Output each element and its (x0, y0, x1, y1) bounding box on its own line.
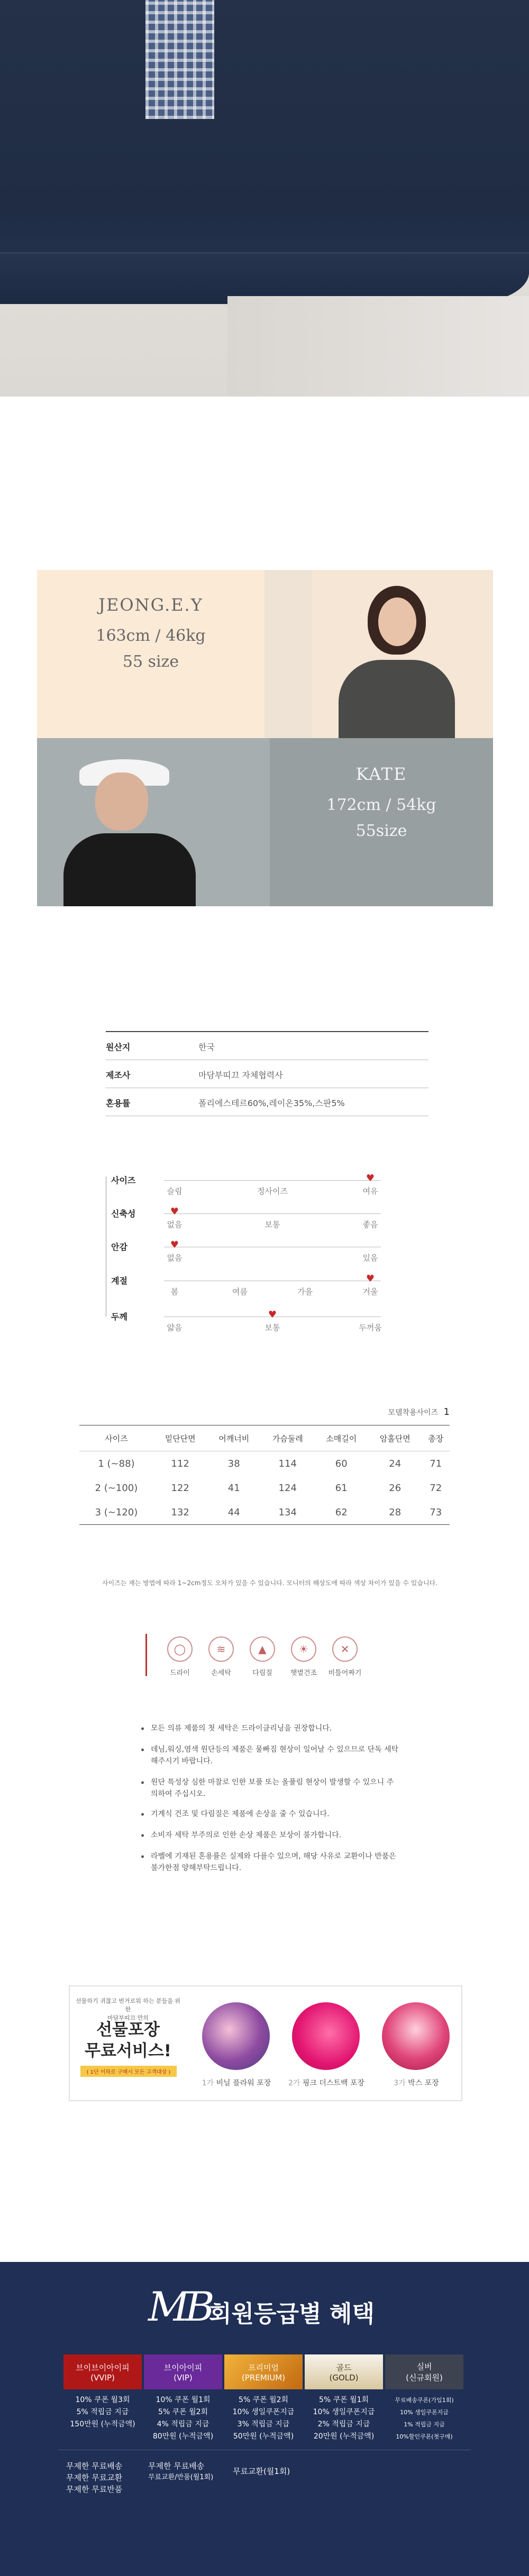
care-label: 햇볕건조 (290, 1669, 317, 1677)
gift-intro (75, 1997, 181, 2022)
gift-wrap-banner (69, 1985, 462, 2101)
tier-silver-benefits (385, 2394, 463, 2443)
col-header: 사이즈 (79, 1425, 153, 1451)
value-cell: 62 (335, 1506, 348, 1518)
gift-badge: ( 1단 이하로 구매시 모든 고객대상 ) (80, 2066, 177, 2077)
gift-option-2 (281, 2077, 371, 2088)
benefit: 50만원 (누적금액) (233, 2432, 294, 2441)
benefit: 무료배송쿠폰(가입1회) (395, 2397, 454, 2404)
value-cell: 134 (278, 1506, 297, 1518)
spec-row-origin (106, 1032, 428, 1060)
care-note: 데님,워싱,염색 원단등의 제품은 물빠짐 현상이 일어날 수 있으므로 단독 세탁 해주시기 바랍니다. (151, 1744, 399, 1767)
feel-option: 정사이즈 (257, 1186, 288, 1196)
care-note: 라벨에 기재된 혼용률은 실제와 다를수 있으며, 해당 사유로 교환이나 반품은 불가한점 양해부탁드립니다. (151, 1851, 399, 1874)
spec-label: 원산지 (106, 1042, 131, 1052)
value-cell: 112 (171, 1458, 189, 1469)
tier-vvip (63, 2354, 142, 2389)
feel-category: 두께 (111, 1312, 127, 1322)
benefit: 1% 적립금 지급 (404, 2421, 445, 2428)
measure-caption (370, 1406, 450, 1418)
care-nowring (324, 1636, 366, 1677)
care-handwash (200, 1636, 242, 1677)
benefit: 2% 적립금 지급 (317, 2420, 370, 2428)
col-header: 어깨너비 (207, 1425, 261, 1451)
tier-silver (385, 2354, 463, 2389)
feel-scale-line (164, 1180, 381, 1181)
feel-scale-line (164, 1213, 381, 1214)
benefit: 20만원 (누적금액) (313, 2432, 375, 2441)
spec-value: 폴리에스테르60%,레이온35%,스판5% (198, 1098, 345, 1108)
benefit: 무료교환/반품(월1회) (148, 2473, 214, 2481)
value-cell: 124 (278, 1482, 297, 1494)
heart-icon: ♥ (170, 1239, 179, 1250)
benefit: 무제한 무료반품 (66, 2485, 123, 2494)
care-note: 소비자 세탁 부주의로 인한 손상 제품은 보상이 불가합니다. (151, 1829, 399, 1841)
gift-vinyl-image (202, 2002, 270, 2070)
benefit: 무료교환(월1회) (233, 2467, 290, 2476)
mb-logo: MB (148, 2283, 211, 2330)
size-table (79, 1425, 450, 1525)
care-note: 원단 특성상 심한 마찰로 인한 보풀 또는 올풀림 현상이 발생할 수 있으니 주의하여 주십시오. (151, 1777, 399, 1800)
feel-option: 봄 (170, 1287, 179, 1296)
benefit: 5% 쿠폰 월2회 (238, 2396, 289, 2404)
benefit: 5% 쿠폰 월1회 (318, 2396, 369, 2404)
no-bleach-icon: ✕ (332, 1636, 358, 1662)
caption-label: 모델착용사이즈 (388, 1409, 439, 1417)
gift-box-image (382, 2002, 450, 2070)
product-photo (0, 0, 529, 397)
value-cell: 24 (389, 1458, 402, 1469)
extra-benefits-vvip (66, 2460, 122, 2495)
spec-row-material (106, 1088, 428, 1116)
size-cell: 3 (~120) (95, 1506, 138, 1518)
tier-name: 실버 (416, 2362, 432, 2371)
benefit: 무제한 무료배송 (66, 2461, 123, 2471)
care-sundry (282, 1636, 325, 1677)
tier-name: 브이브이아이피 (76, 2362, 130, 2372)
gift-pink-bag-image (292, 2002, 360, 2070)
benefit: 80만원 (누적금액) (152, 2432, 214, 2441)
model-name: KATE (355, 764, 407, 784)
care-label: 비틀어짜기 (328, 1669, 362, 1677)
value-cell: 41 (227, 1482, 240, 1494)
care-dryclean (159, 1636, 201, 1677)
value-cell: 71 (430, 1458, 442, 1469)
spec-label: 혼용률 (106, 1098, 131, 1108)
value-cell: 60 (335, 1458, 348, 1469)
col-header: 총장 (422, 1425, 450, 1451)
care-note: 모든 의류 제품의 첫 세탁은 드라이클리닝을 권장합니다. (151, 1723, 399, 1734)
value-cell: 122 (171, 1482, 189, 1494)
benefit: 10%할인쿠폰(첫구매) (396, 2433, 453, 2440)
spec-label: 제조사 (106, 1070, 131, 1080)
handwash-icon: ≋ (208, 1636, 234, 1662)
gift-name: 박스 포장 (408, 2079, 439, 2087)
tier-sub: (VVIP) (90, 2372, 115, 2382)
gift-name: 핑크 더스트백 포장 (302, 2079, 364, 2087)
gift-intro-line: 마담부띠끄 만의 (107, 2014, 149, 2021)
model-photo-1 (264, 570, 493, 738)
benefit: 10% 쿠폰 월1회 (156, 2396, 211, 2404)
gift-num: 3가 (394, 2079, 406, 2087)
feel-category: 안감 (111, 1242, 127, 1252)
care-label: 드라이 (170, 1669, 190, 1677)
benefit: 10% 쿠폰 월3회 (75, 2396, 130, 2404)
model-info-1 (37, 595, 264, 671)
feel-option: 없음 (167, 1253, 183, 1263)
feel-option: 보통 (264, 1323, 280, 1332)
heart-icon: ♥ (170, 1206, 179, 1217)
gift-title-line: 선물포장 (96, 2020, 160, 2039)
table-row (79, 1451, 450, 1476)
extra-benefits-vip (148, 2460, 213, 2483)
tier-name: 골드 (336, 2362, 352, 2372)
value-cell: 38 (227, 1458, 240, 1469)
spec-row-maker (106, 1060, 428, 1088)
tier-name: 브이아이피 (163, 2362, 203, 2372)
feel-option: 여름 (232, 1287, 248, 1296)
care-note: 기계식 건조 및 다림질은 제품에 손상을 줄 수 있습니다. (151, 1808, 399, 1820)
col-header: 밑단단면 (153, 1425, 207, 1451)
feel-option: 얇음 (167, 1323, 183, 1332)
size-cell: 1 (~88) (98, 1458, 135, 1469)
feel-category: 신축성 (111, 1209, 136, 1219)
benefit: 5% 적립금 지급 (76, 2408, 129, 2416)
value-cell: 28 (389, 1506, 402, 1518)
table-header-row (79, 1425, 450, 1451)
benefit: 무제한 무료교환 (66, 2473, 123, 2482)
care-label: 손세탁 (211, 1669, 231, 1677)
care-label: 다림질 (252, 1669, 272, 1677)
caption-value: 1 (443, 1406, 450, 1418)
value-cell: 72 (430, 1482, 442, 1494)
tier-sub: (GOLD) (329, 2372, 359, 2382)
model-size: 55 size (122, 652, 179, 671)
benefit: 150만원 (누적금액) (70, 2420, 135, 2428)
benefit: 4% 적립금 지급 (157, 2420, 209, 2428)
tier-vvip-benefits (63, 2394, 142, 2431)
benefit: 10% 생일쿠폰지급 (400, 2409, 449, 2416)
value-cell: 73 (430, 1506, 442, 1518)
value-cell: 61 (335, 1482, 348, 1494)
col-header: 가슴둘레 (261, 1425, 315, 1451)
heart-icon: ♥ (366, 1173, 375, 1184)
gift-option-1 (191, 2077, 281, 2088)
model-size: 55size (355, 822, 407, 840)
heart-icon: ♥ (366, 1273, 375, 1284)
tier-vip-benefits (144, 2394, 222, 2443)
feel-category: 사이즈 (111, 1175, 136, 1185)
spec-value: 한국 (198, 1042, 215, 1052)
benefit: 무제한 무료배송 (148, 2461, 205, 2471)
feel-option: 있음 (362, 1253, 378, 1263)
tier-vip (144, 2354, 222, 2389)
col-header: 암홀단면 (368, 1425, 422, 1451)
model-info-2 (270, 764, 493, 840)
tier-sub: (신규회원) (406, 2373, 443, 2382)
tier-gold-benefits (305, 2394, 383, 2443)
gift-num: 1가 (202, 2079, 214, 2087)
plaid-lining-image (145, 0, 214, 119)
benefit: 10% 생일쿠폰지급 (232, 2408, 295, 2416)
tier-premium-benefits (224, 2394, 303, 2443)
table-row (79, 1500, 450, 1525)
benefit: 10% 생일쿠폰지급 (313, 2408, 375, 2416)
size-cell: 2 (~100) (95, 1482, 138, 1494)
value-cell: 26 (389, 1482, 402, 1494)
value-cell: 132 (171, 1506, 189, 1518)
model-photo-2 (37, 738, 270, 906)
spec-value: 마담부띠끄 자체협력사 (198, 1070, 283, 1080)
measure-footnote: 사이즈는 재는 방법에 따라 1~2cm정도 오차가 있을 수 있습니다. 모니터의 해상도에 따라 색상 차이가 있을 수 있습니다. (102, 1579, 437, 1587)
model-name: JEONG.E.Y (98, 595, 203, 615)
extra-benefits-premium (233, 2465, 290, 2477)
benefit: 5% 쿠폰 월2회 (158, 2408, 208, 2416)
model-stats: 172cm / 54kg (326, 796, 436, 814)
iron-icon: ▲ (250, 1636, 275, 1662)
white-pants-image (227, 296, 529, 397)
tier-name: 프리미엄 (248, 2362, 279, 2372)
sundry-icon: ☀ (291, 1636, 316, 1662)
benefit: 3% 적립금 지급 (237, 2420, 290, 2428)
tier-gold (305, 2354, 383, 2389)
tier-sub: (VIP) (174, 2372, 193, 2382)
feel-option: 가을 (297, 1287, 313, 1296)
value-cell: 44 (227, 1506, 240, 1518)
feel-option: 좋음 (362, 1220, 378, 1229)
feel-option: 슬림 (167, 1186, 183, 1196)
gift-intro-line: 선물하기 귀찮고 번거로워 하는 분들을 위한 (75, 1998, 181, 2013)
member-title: 회원등급별 혜택 (209, 2301, 375, 2327)
feel-option: 겨울 (362, 1287, 378, 1296)
care-iron (241, 1636, 284, 1677)
feel-option: 보통 (264, 1220, 280, 1229)
tier-premium (224, 2354, 303, 2389)
navy-jacket-image (0, 0, 529, 304)
heart-icon: ♥ (268, 1309, 277, 1320)
tier-sub: (PREMIUM) (242, 2372, 285, 2382)
value-cell: 114 (278, 1458, 297, 1469)
feel-option: 없음 (167, 1220, 183, 1229)
feel-category: 계절 (111, 1276, 127, 1286)
gift-title (75, 2019, 181, 2062)
table-row (79, 1476, 450, 1500)
gift-name: 비닐 플라워 포장 (216, 2079, 271, 2087)
gift-option-3 (371, 2077, 461, 2088)
model-stats: 163cm / 46kg (96, 627, 206, 645)
feel-option: 두꺼움 (359, 1323, 382, 1332)
col-header: 소매길이 (314, 1425, 368, 1451)
gift-title-line: 무료서비스! (85, 2041, 171, 2060)
member-benefits-section (0, 2262, 529, 2576)
care-bar (145, 1634, 147, 1676)
feel-option: 여유 (362, 1186, 378, 1196)
gift-num: 2가 (288, 2079, 300, 2087)
dryclean-icon: ◯ (167, 1636, 193, 1662)
